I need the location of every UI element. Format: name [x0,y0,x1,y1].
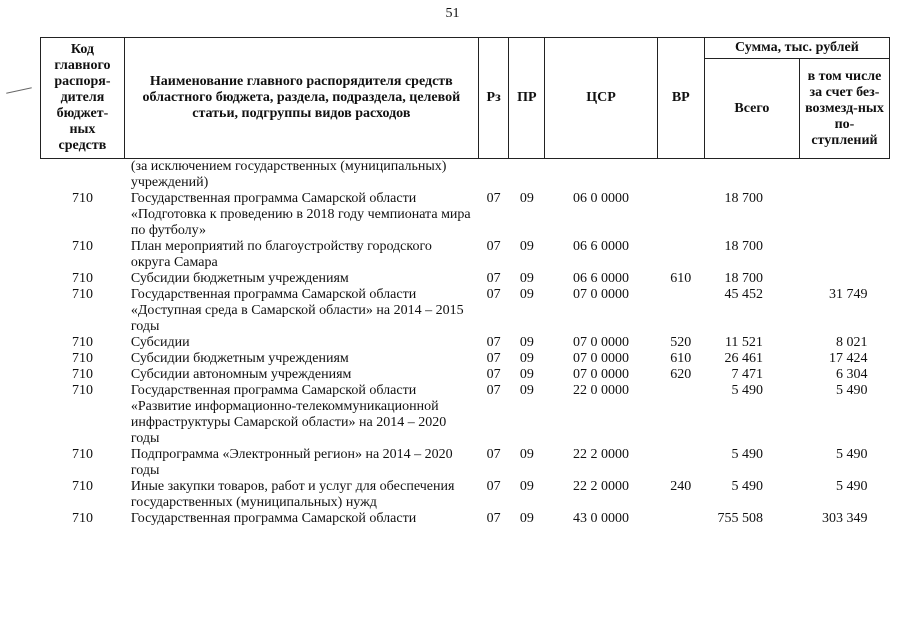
cell-csr: 07 0 0000 [573,335,629,350]
cell-csr: 07 0 0000 [573,351,629,366]
cell-name: Субсидии бюджетным учреждениям [130,351,349,366]
cell-rz: 07 [486,271,501,286]
cell-vr: 520 [670,335,692,350]
cell-vr [657,239,704,271]
col-header-vr: ВР [657,38,704,159]
table-row [41,271,890,287]
cell-csr: 22 2 0000 [573,479,629,494]
col-header-rz: Рз [478,38,509,159]
cell-vr [657,511,704,527]
cell-vr [657,287,704,335]
cell-vsego: 45 452 [724,287,763,302]
cell-kod: 710 [71,287,93,302]
cell-pr: 09 [519,511,534,526]
cell-pr: 09 [519,335,534,350]
cell-pr: 09 [519,351,534,366]
cell-bezv: 5 490 [836,383,868,398]
col-header-name: Наименование главного распорядителя средств областного бюджета, раздела, подраздела, целевой статьи, подгруппы видов расходов [124,38,478,159]
page-number: 51 [445,6,460,21]
cell-vsego: 5 490 [731,383,763,398]
cell-kod: 710 [71,239,93,254]
cell-vsego: 5 490 [731,447,763,462]
cell-pr: 09 [519,447,534,462]
cell-rz: 07 [486,351,501,366]
cell-name: Государственная программа Самарской области [130,511,417,526]
cell-vsego: 26 461 [724,351,763,366]
table-row [41,479,890,511]
cell-kod [41,159,125,192]
cell-rz: 07 [486,287,501,302]
table-row [41,287,890,335]
cell-rz: 07 [486,367,501,382]
cell-kod: 710 [71,511,93,526]
cell-csr: 22 2 0000 [573,447,629,462]
cell-kod: 710 [71,383,93,398]
cell-kod: 710 [71,447,93,462]
cell-kod: 710 [71,367,93,382]
cell-kod: 710 [71,335,93,350]
cell-name: План мероприятий по благоустройству городского округа Самара [130,239,432,270]
cell-pr: 09 [519,191,534,206]
cell-vsego [704,159,799,192]
cell-vsego: 18 700 [724,239,763,254]
cell-vsego: 7 471 [731,367,763,382]
cell-bezv: 6 304 [836,367,868,382]
cell-vr [657,191,704,239]
cell-vsego: 755 508 [717,511,763,526]
cell-vr [657,447,704,479]
cell-csr: 06 0 0000 [573,191,629,206]
cell-vsego: 5 490 [731,479,763,494]
cell-name: Подпрограмма «Электронный регион» на 2014 – 2020 годы [130,447,453,478]
cell-bezv: 5 490 [836,479,868,494]
cell-pr [509,159,545,192]
cell-bezv: 303 349 [822,511,868,526]
cell-rz: 07 [486,511,501,526]
cell-bezv: 5 490 [836,447,868,462]
cell-csr: 22 0 0000 [573,383,629,398]
cell-rz: 07 [486,239,501,254]
cell-vr: 620 [670,367,692,382]
cell-name: Государственная программа Самарской области «Развитие информационно-телекоммуникационной инфраструктуры Самарской области» на 2014 – 2020 годы [130,383,447,446]
cell-csr [545,159,658,192]
col-header-bezv: в том числе за счет без-возмезд-ных по-ступлений [799,59,889,159]
cell-rz: 07 [486,335,501,350]
cell-csr: 07 0 0000 [573,367,629,382]
cell-vr: 610 [670,271,692,286]
cell-bezv: 17 424 [829,351,868,366]
table-header [41,38,890,159]
table-row [41,239,890,271]
cell-name: Государственная программа Самарской области «Подготовка к проведению в 2018 году чемпионата мира по футболу» [130,191,471,238]
cell-kod: 710 [71,191,93,206]
cell-vsego: 18 700 [724,271,763,286]
cell-vsego: 18 700 [724,191,763,206]
cell-rz: 07 [486,383,501,398]
margin-mark [6,87,32,93]
cell-kod: 710 [71,479,93,494]
cell-vr [657,383,704,447]
cell-vr [657,159,704,192]
table-row [41,367,890,383]
cell-bezv [799,271,889,287]
col-header-vsego: Всего [704,59,799,159]
table-row [41,447,890,479]
table-row [41,191,890,239]
cell-bezv: 8 021 [836,335,868,350]
table-row [41,511,890,527]
cell-rz: 07 [486,447,501,462]
cell-csr: 43 0 0000 [573,511,629,526]
table-row [41,159,890,192]
cell-rz: 07 [486,479,501,494]
cell-name: Государственная программа Самарской области «Доступная среда в Самарской области» на 2014 – 2015 годы [130,287,464,334]
cell-name: Субсидии автономным учреждениям [130,367,352,382]
cell-rz [478,159,509,192]
cell-kod: 710 [71,271,93,286]
table-body [41,159,890,528]
col-header-summa: Сумма, тыс. рублей [704,38,889,59]
cell-vr: 610 [670,351,692,366]
cell-bezv [799,191,889,239]
cell-name: Иные закупки товаров, работ и услуг для обеспечения государственных (муниципальных) нужд [130,479,455,510]
budget-table [40,37,890,527]
cell-kod: 710 [71,351,93,366]
table-row [41,351,890,367]
cell-name: Субсидии [130,335,190,350]
cell-name: (за исключением государственных (муниципальных) учреждений) [130,159,447,190]
cell-bezv: 31 749 [829,287,868,302]
cell-pr: 09 [519,383,534,398]
cell-rz: 07 [486,191,501,206]
cell-vsego: 11 521 [724,335,763,350]
cell-pr: 09 [519,271,534,286]
cell-csr: 07 0 0000 [573,287,629,302]
cell-pr: 09 [519,239,534,254]
col-header-pr: ПР [509,38,545,159]
col-header-kod: Код главного распоря-дителя бюджет-ных средств [41,38,125,159]
cell-bezv [799,239,889,271]
table-row [41,383,890,447]
cell-csr: 06 6 0000 [573,239,629,254]
cell-pr: 09 [519,287,534,302]
cell-bezv [799,159,889,192]
cell-pr: 09 [519,367,534,382]
cell-name: Субсидии бюджетным учреждениям [130,271,349,286]
table-row [41,335,890,351]
cell-pr: 09 [519,479,534,494]
col-header-csr: ЦСР [545,38,658,159]
cell-vr: 240 [670,479,692,494]
cell-csr: 06 6 0000 [573,271,629,286]
